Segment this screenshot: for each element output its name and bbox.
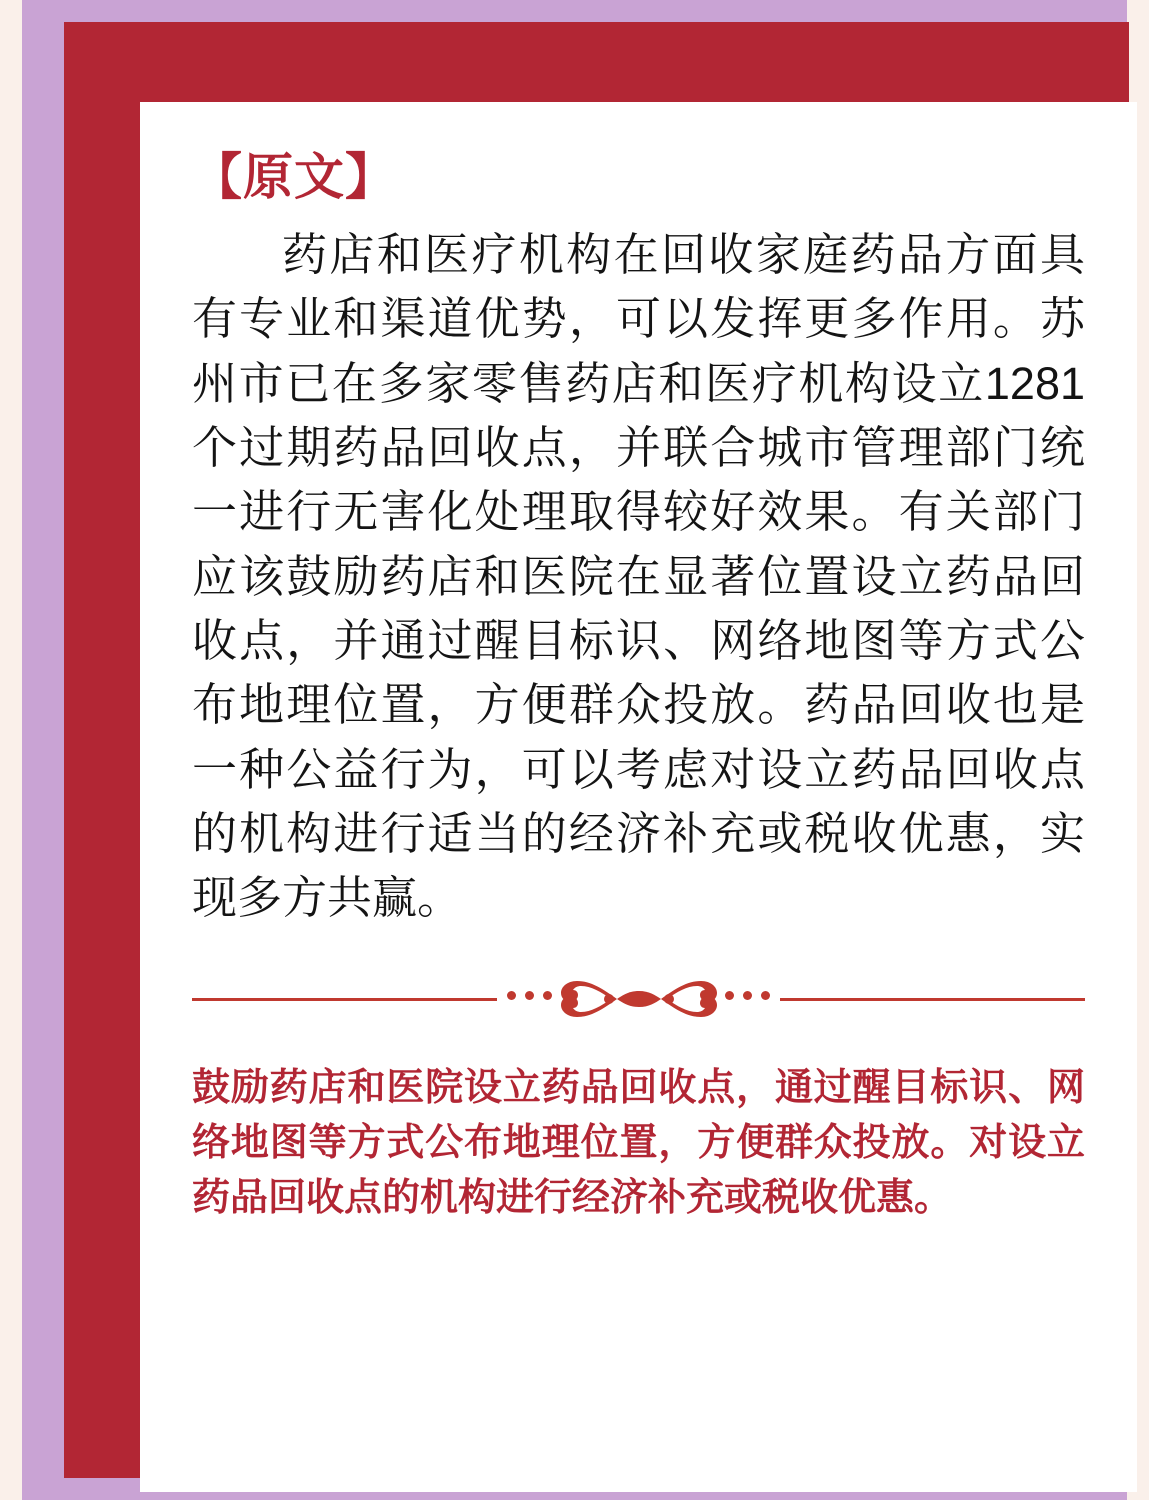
outer-frame	[22, 0, 1127, 1500]
page-title: 【原文】	[192, 149, 396, 205]
flourish-divider	[192, 971, 1085, 1027]
divider-line-left	[192, 998, 497, 1001]
red-frame	[64, 22, 1129, 1478]
content-card	[140, 102, 1137, 1492]
divider-line-right	[780, 998, 1085, 1001]
body-paragraph: 药店和医疗机构在回收家庭药品方面具有专业和渠道优势，可以发挥更多作用。苏州市已在多家零售药店和医疗机构设立1281个过期药品回收点，并联合城市管理部门统一进行无害化处理取得较好效果。有关部门应该鼓励药店和医院在显著位置设立药品回收点，并通过醒目标识、网络地图等方式公布地理位置，方便群众投放。药品回收也是一种公益行为，可以考虑对设立药品回收点的机构进行适当的经济补充或税收优惠，实现多方共赢。	[192, 229, 1085, 924]
summary-paragraph: 鼓励药店和医院设立药品回收点，通过醒目标识、网络地图等方式公布地理位置，方便群众投放。对设立药品回收点的机构进行经济补充或税收优惠。	[192, 1066, 1085, 1219]
divider-dots-right	[725, 991, 770, 1000]
